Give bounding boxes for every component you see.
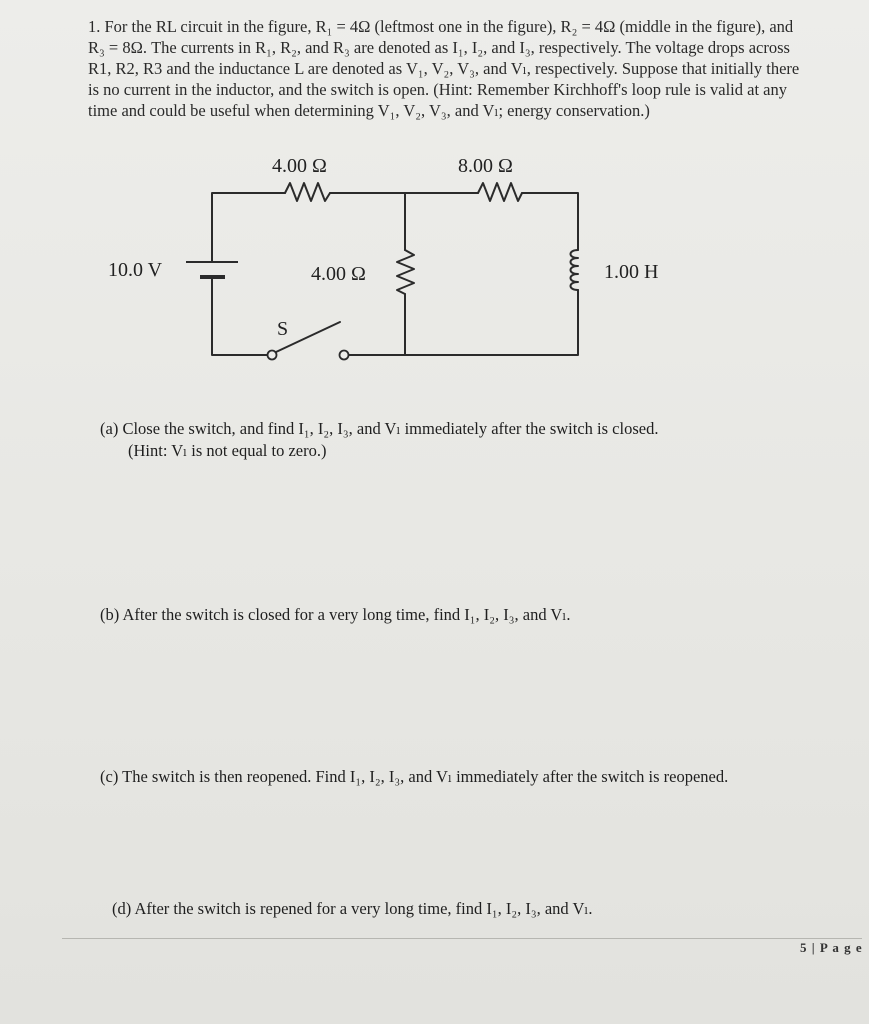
inductor-label: 1.00 H <box>604 261 659 283</box>
footer-divider <box>62 938 862 939</box>
part-a-hint: (Hint: Vₗ is not equal to zero.) <box>128 441 327 460</box>
part-b-text: (b) After the switch is closed for a very long time, find I₁, I₂, I₃, and Vₗ. <box>100 605 571 624</box>
page-number: 5 | P a g e <box>800 940 863 955</box>
intro-line: R₃ = 8Ω. The currents in R₁, R₂, and R₃ are denoted as I₁, I₂, and I₃, respectively. The voltage drops across <box>88 38 790 57</box>
switch-contact-right <box>340 351 349 360</box>
r1-label: 4.00 Ω <box>272 155 327 177</box>
resistor-r1 <box>285 183 330 201</box>
switch-contact-left <box>268 351 277 360</box>
wire-right-bottom <box>348 290 578 355</box>
r2-label: 4.00 Ω <box>311 263 366 285</box>
part-c-text: (c) The switch is then reopened. Find I₁, I₂, I₃, and Vₗ immediately after the switch is reopened. <box>100 767 729 786</box>
intro-line: time and could be useful when determining V₁, V₂, V₃, and Vₗ; energy conservation.) <box>88 101 650 120</box>
intro-line: R1, R2, R3 and the inductance L are denoted as V₁, V₂, V₃, and Vₗ, respectively. Suppose that initially there <box>88 59 800 78</box>
intro-line: is no current in the inductor, and the switch is open. (Hint: Remember Kirchhoff's loop rule is valid at any <box>88 80 787 99</box>
part-a <box>100 418 658 462</box>
switch-label: S <box>277 318 289 340</box>
part-c <box>100 766 728 788</box>
battery-label: 10.0 V <box>108 259 163 281</box>
part-a-text: (a) Close the switch, and find I₁, I₂, I₃, and Vₗ immediately after the switch is closed. <box>100 419 659 438</box>
intro-line: 1. For the RL circuit in the figure, R₁ = 4Ω (leftmost one in the figure), R₂ = 4Ω (middle in the figure), and <box>88 17 794 36</box>
resistor-r2 <box>397 250 414 294</box>
part-d <box>112 898 593 920</box>
inductor-l <box>571 250 579 290</box>
resistor-r3 <box>478 183 522 201</box>
wire-top-left <box>212 193 285 195</box>
r3-label: 8.00 Ω <box>458 155 513 177</box>
part-b <box>100 604 570 626</box>
wire-left-lower <box>212 277 268 355</box>
part-d-text: (d) After the switch is repened for a very long time, find I₁, I₂, I₃, and Vₗ. <box>112 899 593 918</box>
rl-circuit-diagram <box>0 0 869 420</box>
wire-top-right <box>522 193 578 250</box>
